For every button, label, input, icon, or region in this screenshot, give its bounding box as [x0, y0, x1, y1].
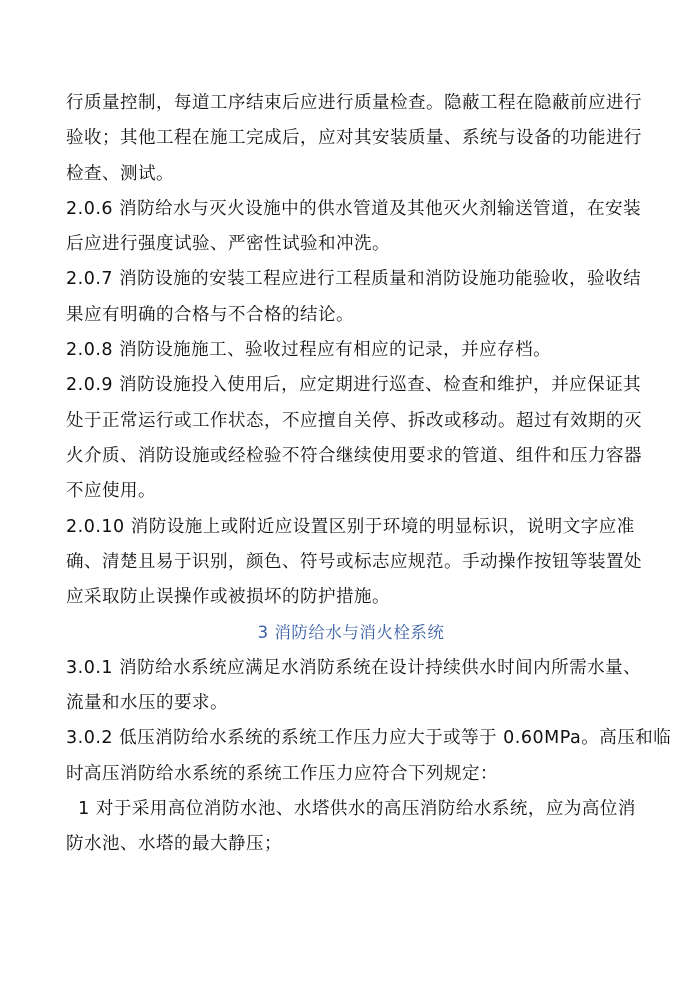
- list-item: 1 对于采用高位消防水池、水塔供水的高压消防给水系统，应为高位消: [66, 798, 636, 819]
- clause-2-0-6: 2.0.6 消防给水与灭火设施中的供水管道及其他灭火剂输送管道，在安装: [66, 198, 642, 219]
- text-line: 防水池、水塔的最大静压；: [66, 834, 282, 855]
- text-line: 行质量控制，每道工序结束后应进行质量检查。隐蔽工程在隐蔽前应进行: [66, 93, 642, 113]
- clause-2-0-7: 2.0.7 消防设施的安装工程应进行工程质量和消防设施功能验收，验收结: [66, 269, 642, 290]
- text-line: 时高压消防给水系统的系统工作压力应符合下列规定：: [66, 763, 498, 784]
- text-line: 应采取防止误操作或被损坏的防护措施。: [66, 587, 390, 608]
- text-line: 确、清楚且易于识别，颜色、符号或标志应规范。手动操作按钮等装置处: [66, 551, 642, 572]
- text-line: 果应有明确的合格与不合格的结论。: [66, 304, 354, 325]
- text-line: 不应使用。: [66, 481, 156, 502]
- text-line: 处于正常运行或工作状态，不应擅自关停、拆改或移动。超过有效期的灭: [66, 410, 642, 431]
- clause-2-0-9: 2.0.9 消防设施投入使用后，应定期进行巡查、检查和维护，并应保证其: [66, 375, 642, 396]
- text-line: 验收；其他工程在施工完成后，应对其安装质量、系统与设备的功能进行: [66, 128, 642, 149]
- text-line: 后应进行强度试验、严密性试验和冲洗。: [66, 234, 390, 255]
- clause-2-0-8: 2.0.8 消防设施施工、验收过程应有相应的记录，并应存档。: [66, 340, 552, 361]
- text-line: 火介质、消防设施或经检验不符合继续使用要求的管道、组件和压力容器: [66, 445, 642, 466]
- text-line: 检查、测试。: [66, 163, 174, 184]
- document-body: [66, 86, 672, 863]
- clause-3-0-1: 3.0.1 消防给水系统应满足水消防系统在设计持续供水时间内所需水量、: [66, 657, 642, 678]
- text-line: 流量和水压的要求。: [66, 693, 228, 714]
- section-heading: 3 消防给水与消火栓系统: [257, 623, 445, 643]
- clause-2-0-10: 2.0.10 消防设施上或附近应设置区别于环境的明显标识，说明文字应准: [66, 516, 635, 537]
- clause-3-0-2: 3.0.2 低压消防给水系统的系统工作压力应大于或等于 0.60MPa。高压和临: [66, 728, 672, 749]
